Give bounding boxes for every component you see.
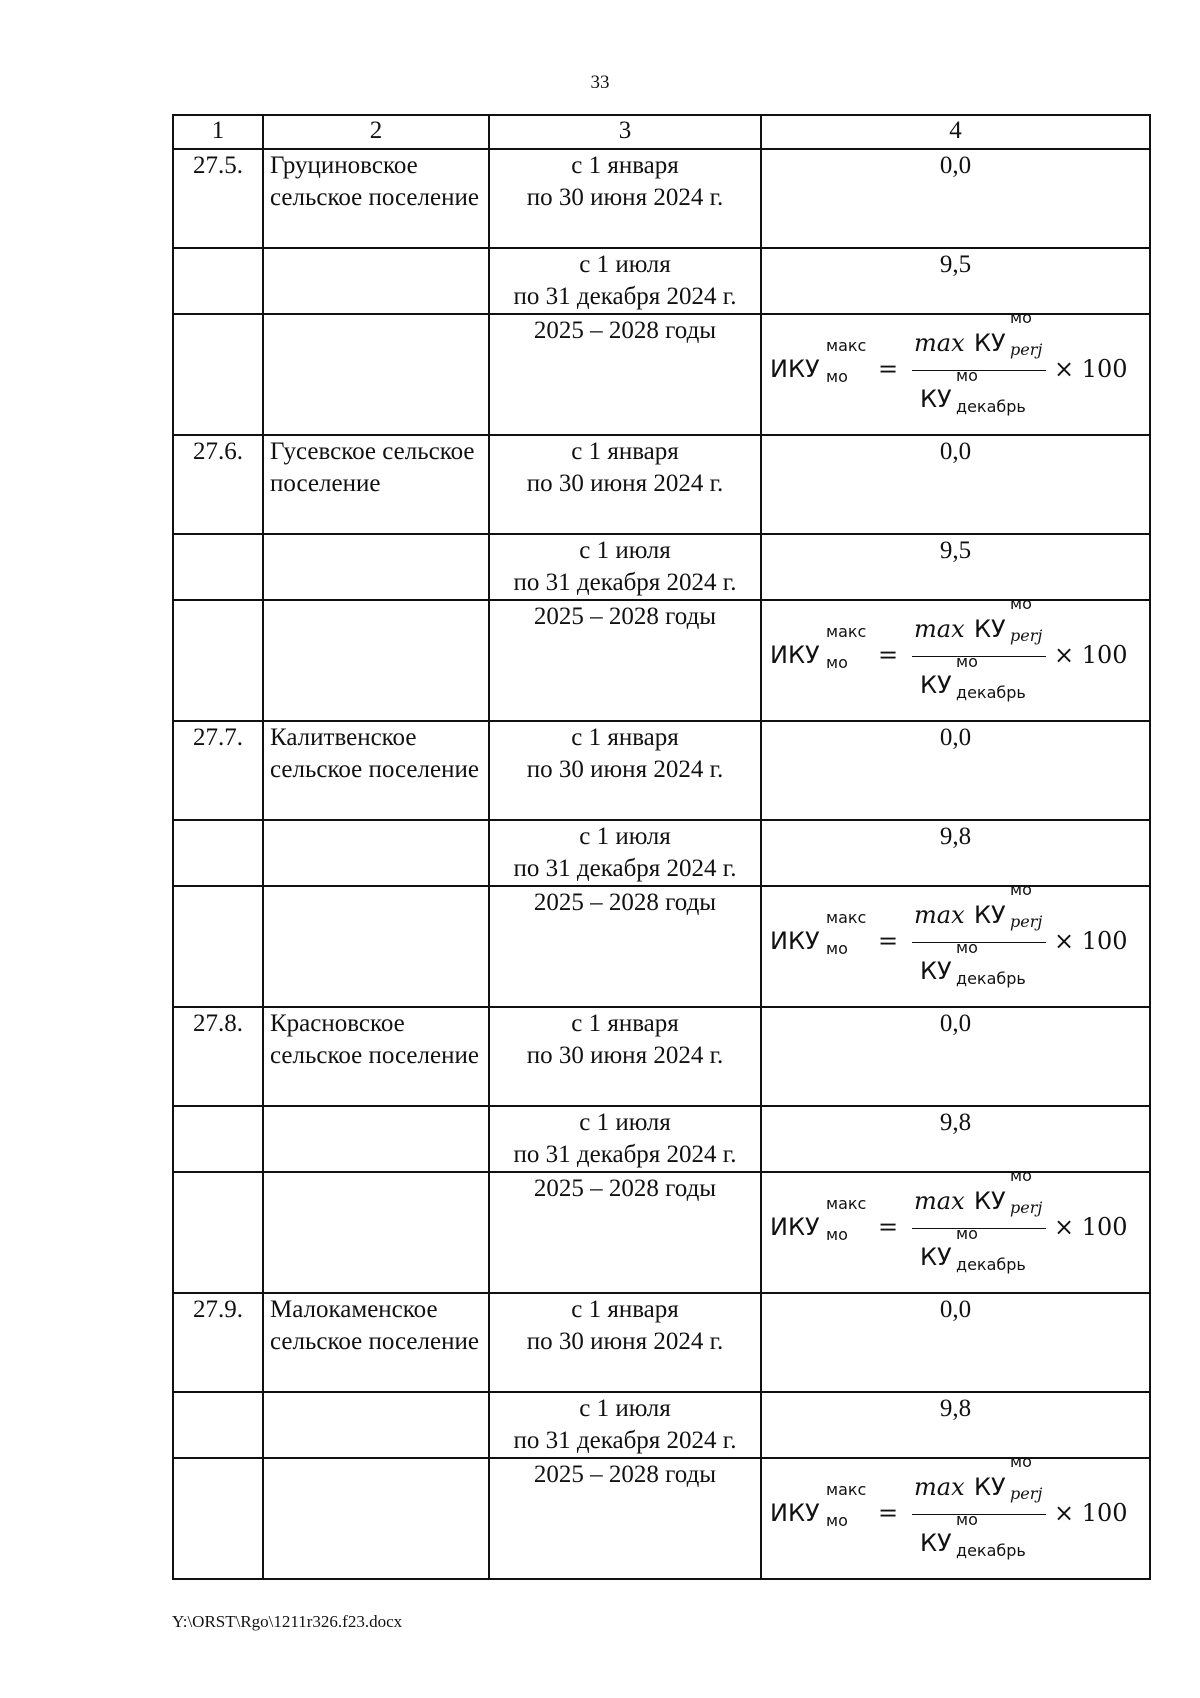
formula-lhs <box>770 622 867 672</box>
formula-cell <box>761 594 1150 721</box>
formula-lhs-sup: макс <box>826 336 867 355</box>
formula-lhs-sup: макс <box>826 1194 867 1213</box>
formula-lhs-main: ИКУ <box>770 1499 820 1527</box>
fraction-bar <box>912 1514 1046 1515</box>
period-cell <box>489 820 761 886</box>
formula-den-sub: декабрь <box>956 1541 1026 1560</box>
formula-multiplier: × 100 <box>1054 1499 1128 1527</box>
formula-num-sub: perj <box>1010 1198 1043 1217</box>
formula-denominator <box>920 1510 1046 1561</box>
formula-numerator <box>914 1166 1046 1219</box>
period-line: с 1 июля <box>579 537 671 564</box>
formula-lhs <box>770 1480 867 1530</box>
period-line: по 30 июня 2024 г. <box>526 184 724 211</box>
fraction-bar <box>912 1228 1046 1229</box>
formula-num-max: max <box>914 615 965 643</box>
formula-num-max: max <box>914 329 965 357</box>
formula-num-ku: КУ <box>974 615 1006 643</box>
formula-equals: = <box>878 641 899 669</box>
formula-multiplier: × 100 <box>1054 641 1128 669</box>
item-number-cell <box>173 314 263 435</box>
table-row <box>173 534 1150 600</box>
formula-numerator <box>914 308 1046 361</box>
fraction-bar <box>912 370 1046 371</box>
formula-num-sup: мо <box>1010 1166 1032 1185</box>
formula-equals: = <box>878 1213 899 1241</box>
period-line: по 30 июня 2024 г. <box>526 756 724 783</box>
period-cell <box>489 1007 761 1106</box>
index-value-cell: 9,8 <box>761 1106 1150 1172</box>
item-number-cell <box>173 600 263 721</box>
formula-multiplier: × 100 <box>1054 927 1128 955</box>
formula-lhs <box>770 908 867 958</box>
settlement-name-cell <box>263 1458 489 1579</box>
period-cell <box>489 1458 761 1579</box>
index-value-cell: 0,0 <box>761 149 1150 248</box>
formula-denominator <box>920 366 1046 417</box>
formula-den-sup: мо <box>956 366 978 385</box>
formula-numerator <box>914 1452 1046 1505</box>
period-line: по 31 декабря 2024 г. <box>513 1141 737 1168</box>
header-cell-1: 1 <box>173 115 263 149</box>
settlement-name-cell <box>263 314 489 435</box>
formula-den-sup: мо <box>956 1510 978 1529</box>
period-line: 2025 – 2028 годы <box>533 1175 717 1202</box>
period-cell <box>489 1392 761 1458</box>
formula-num-sup: мо <box>1010 594 1032 613</box>
table-row <box>173 600 1150 721</box>
period-cell <box>489 886 761 1007</box>
period-cell <box>489 1293 761 1392</box>
period-line: 2025 – 2028 годы <box>533 603 717 630</box>
formula-denominator <box>920 652 1046 703</box>
formula-den-sub: декабрь <box>956 1255 1026 1274</box>
formula-num-ku: КУ <box>974 1187 1006 1215</box>
formula-den-ku: КУ <box>920 1243 952 1271</box>
settlement-name-cell <box>263 600 489 721</box>
tariff-table <box>172 114 1151 1580</box>
period-line: с 1 января <box>571 1296 679 1323</box>
formula-equals: = <box>878 927 899 955</box>
settlement-name-cell: Калитвенское сельское поселение <box>263 721 489 820</box>
item-number-cell <box>173 534 263 600</box>
formula-den-sub: декабрь <box>956 683 1026 702</box>
formula-num-sub: perj <box>1010 912 1043 931</box>
period-line: с 1 января <box>571 1010 679 1037</box>
header-row <box>173 115 1150 149</box>
formula-denominator <box>920 1224 1046 1275</box>
tariff-table-body <box>173 115 1150 1579</box>
period-line: по 31 декабря 2024 г. <box>513 1427 737 1454</box>
formula-lhs-sup: макс <box>826 1480 867 1499</box>
settlement-name-cell: Малокаменское сельское поселение <box>263 1293 489 1392</box>
period-line: с 1 января <box>571 438 679 465</box>
settlement-name-cell <box>263 886 489 1007</box>
period-line: по 31 декабря 2024 г. <box>513 569 737 596</box>
period-line: по 30 июня 2024 г. <box>526 1042 724 1069</box>
item-number-cell <box>173 1458 263 1579</box>
formula-lhs-main: ИКУ <box>770 1213 820 1241</box>
index-value-cell: 9,5 <box>761 534 1150 600</box>
settlement-name-cell <box>263 1392 489 1458</box>
item-number-cell <box>173 1392 263 1458</box>
item-number-cell <box>173 1172 263 1293</box>
table-row <box>173 1172 1150 1293</box>
formula-lhs-main: ИКУ <box>770 641 820 669</box>
period-line: по 30 июня 2024 г. <box>526 1328 724 1355</box>
settlement-name-cell: Груциновское сельское поселение <box>263 149 489 248</box>
index-value-cell: 0,0 <box>761 1293 1150 1392</box>
item-number-cell <box>173 1106 263 1172</box>
formula-num-max: max <box>914 1187 965 1215</box>
max-index-formula <box>762 1452 1149 1578</box>
table-row <box>173 1293 1150 1392</box>
formula-num-max: max <box>914 901 965 929</box>
item-number-cell <box>173 248 263 314</box>
formula-den-ku: КУ <box>920 957 952 985</box>
period-line: 2025 – 2028 годы <box>533 889 717 916</box>
period-line: по 31 декабря 2024 г. <box>513 283 737 310</box>
header-cell-3: 3 <box>489 115 761 149</box>
formula-num-ku: КУ <box>974 1473 1006 1501</box>
period-line: 2025 – 2028 годы <box>533 1461 717 1488</box>
formula-multiplier: × 100 <box>1054 355 1128 383</box>
formula-denominator <box>920 938 1046 989</box>
formula-lhs-main: ИКУ <box>770 927 820 955</box>
formula-cell <box>761 308 1150 435</box>
settlement-name-cell <box>263 1172 489 1293</box>
formula-den-sup: мо <box>956 938 978 957</box>
formula-multiplier: × 100 <box>1054 1213 1128 1241</box>
settlement-name-cell: Красновское сельское поселение <box>263 1007 489 1106</box>
period-cell <box>489 721 761 820</box>
item-number-cell: 27.9. <box>173 1293 263 1392</box>
formula-den-sub: декабрь <box>956 969 1026 988</box>
formula-num-sub: perj <box>1010 340 1043 359</box>
index-value-cell: 9,8 <box>761 820 1150 886</box>
formula-lhs-sub: мо <box>826 1225 848 1244</box>
formula-cell <box>761 1166 1150 1293</box>
formula-lhs <box>770 1194 867 1244</box>
index-value-cell: 0,0 <box>761 435 1150 534</box>
index-value-cell: 9,8 <box>761 1392 1150 1458</box>
period-line: с 1 июля <box>579 1109 671 1136</box>
formula-den-ku: КУ <box>920 671 952 699</box>
period-cell <box>489 1106 761 1172</box>
period-cell <box>489 248 761 314</box>
item-number-cell: 27.8. <box>173 1007 263 1106</box>
formula-den-sub: декабрь <box>956 397 1026 416</box>
formula-lhs-sub: мо <box>826 1511 848 1530</box>
period-cell <box>489 534 761 600</box>
formula-den-ku: КУ <box>920 385 952 413</box>
period-line: по 30 июня 2024 г. <box>526 470 724 497</box>
table-row <box>173 1106 1150 1172</box>
formula-num-sub: perj <box>1010 626 1043 645</box>
period-line: с 1 июля <box>579 251 671 278</box>
item-number-cell: 27.6. <box>173 435 263 534</box>
formula-lhs-sub: мо <box>826 939 848 958</box>
max-index-formula <box>762 594 1149 720</box>
table-row <box>173 1392 1150 1458</box>
formula-lhs-sub: мо <box>826 653 848 672</box>
max-index-formula <box>762 880 1149 1006</box>
max-index-formula <box>762 1166 1149 1292</box>
item-number-cell: 27.7. <box>173 721 263 820</box>
period-line: с 1 января <box>571 724 679 751</box>
table-row <box>173 1458 1150 1579</box>
formula-cell <box>761 1452 1150 1579</box>
table-row <box>173 314 1150 435</box>
table-row <box>173 721 1150 820</box>
settlement-name-cell <box>263 534 489 600</box>
item-number-cell <box>173 820 263 886</box>
formula-num-ku: КУ <box>974 329 1006 357</box>
table-row <box>173 820 1150 886</box>
period-cell <box>489 149 761 248</box>
index-value-cell: 0,0 <box>761 1007 1150 1106</box>
table-row <box>173 248 1150 314</box>
period-line: с 1 января <box>571 152 679 179</box>
settlement-name-cell: Гусевское сельское поселение <box>263 435 489 534</box>
fraction-bar <box>912 656 1046 657</box>
period-line: с 1 июля <box>579 823 671 850</box>
period-cell <box>489 1172 761 1293</box>
formula-num-sup: мо <box>1010 1452 1032 1471</box>
index-value-cell: 9,5 <box>761 248 1150 314</box>
formula-numerator <box>914 880 1046 933</box>
formula-lhs-sup: макс <box>826 622 867 641</box>
formula-num-sup: мо <box>1010 308 1032 327</box>
formula-equals: = <box>878 1499 899 1527</box>
formula-num-sup: мо <box>1010 880 1032 899</box>
settlement-name-cell <box>263 248 489 314</box>
period-cell <box>489 314 761 435</box>
period-line: по 31 декабря 2024 г. <box>513 855 737 882</box>
formula-num-max: max <box>914 1473 965 1501</box>
footer-file-path: Y:\ORST\Rgo\1211r326.f23.docx <box>172 1612 403 1631</box>
formula-lhs <box>770 336 867 386</box>
settlement-name-cell <box>263 820 489 886</box>
settlement-name-cell <box>263 1106 489 1172</box>
item-number-cell <box>173 886 263 1007</box>
table-row <box>173 886 1150 1007</box>
header-cell-4: 4 <box>761 115 1150 149</box>
header-cell-2: 2 <box>263 115 489 149</box>
formula-lhs-main: ИКУ <box>770 355 820 383</box>
formula-cell <box>761 880 1150 1007</box>
fraction-bar <box>912 942 1046 943</box>
formula-den-sup: мо <box>956 1224 978 1243</box>
formula-lhs-sup: макс <box>826 908 867 927</box>
formula-lhs-sub: мо <box>826 367 848 386</box>
formula-equals: = <box>878 355 899 383</box>
table-row <box>173 435 1150 534</box>
max-index-formula <box>762 308 1149 434</box>
formula-den-sup: мо <box>956 652 978 671</box>
formula-num-sub: perj <box>1010 1484 1043 1503</box>
formula-num-ku: КУ <box>974 901 1006 929</box>
period-line: с 1 июля <box>579 1395 671 1422</box>
period-cell <box>489 435 761 534</box>
table-row <box>173 149 1150 248</box>
formula-den-ku: КУ <box>920 1529 952 1557</box>
page-number: 33 <box>590 72 610 93</box>
period-cell <box>489 600 761 721</box>
table-row <box>173 1007 1150 1106</box>
formula-numerator <box>914 594 1046 647</box>
item-number-cell: 27.5. <box>173 149 263 248</box>
period-line: 2025 – 2028 годы <box>533 317 717 344</box>
index-value-cell: 0,0 <box>761 721 1150 820</box>
